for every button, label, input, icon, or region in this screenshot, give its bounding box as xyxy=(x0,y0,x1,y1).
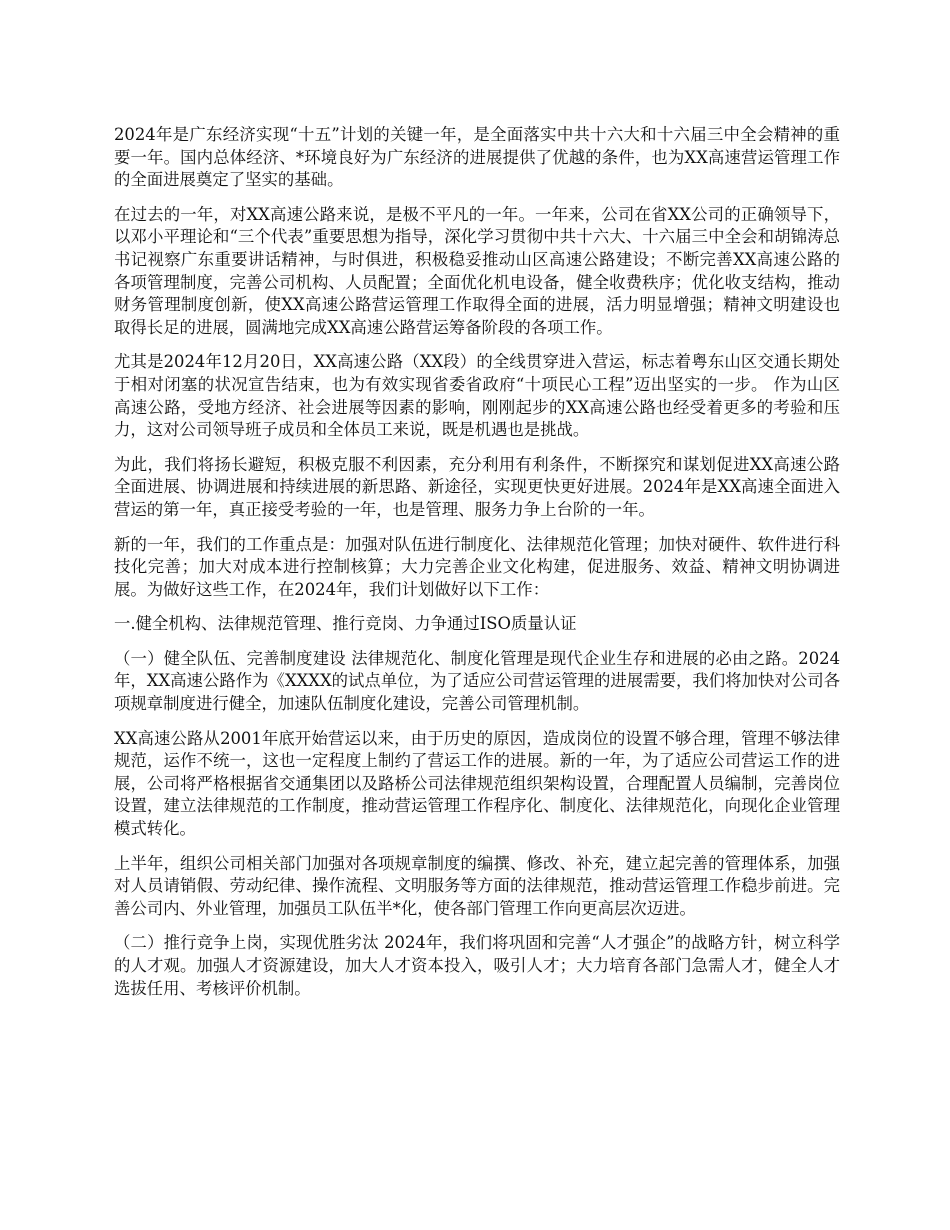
paragraph-key-tasks: 新的一年，我们的工作重点是：加强对队伍进行制度化、法律规范化管理；加快对硬件、软件进行科技化完善；加大对成本进行控制核算；大力完善企业文化构建，促进服务、效益、精神文明协调进展。为做好这些工作，在2024年，我们计划做好以下工作： xyxy=(114,534,840,599)
paragraph-past-year: 在过去的一年，对XX高速公路来说，是极不平凡的一年。一年来，公司在省XX公司的正确领导下，以邓小平理论和“三个代表”重要思想为指导，深化学习贯彻中共十六大、十六届三中全会和胡锦涛总书记视察广东重要讲话精神，与时俱进，积极稳妥推动山区高速公路建设；不断完善XX高速公路的各项管理制度，完善公司机构、人员配置；全面优化机电设备，健全收费秩序；优化收支结构，推动财务管理制度创新，使XX高速公路营运管理工作取得全面的进展，活力明显增强；精神文明建设也取得长足的进展，圆满地完成XX高速公路营运筹备阶段的各项工作。 xyxy=(114,204,840,337)
paragraph-intro: 2024年是广东经济实现“十五”计划的关键一年，是全面落实中共十六大和十六届三中全会精神的重要一年。国内总体经济、*环境良好为广东经济的进展提供了优越的条件，也为XX高速营运管理工作的全面进展奠定了坚实的基础。 xyxy=(114,125,840,190)
paragraph-subsection-2: （二）推行竞争上岗，实现优胜劣汰 2024年，我们将巩固和完善“人才强企”的战略方针，树立科学的人才观。加强人才资源建设，加大人才资本投入，吸引人才；大力培育各部门急需人才，健全人才选拔任用、考核评价机制。 xyxy=(114,933,840,998)
paragraph-subsection-1: （一）健全队伍、完善制度建设 法律规范化、制度化管理是现代企业生存和进展的必由之路。2024年，XX高速公路作为《XXXX的试点单位，为了适应公司营运管理的进展需要，我们将加快对公司各项规章制度进行健全，加速队伍制度化建设，完善公司管理机制。 xyxy=(114,648,840,714)
document-body xyxy=(114,124,840,1012)
paragraph-history: XX高速公路从2001年底开始营运以来，由于历史的原因，造成岗位的设置不够合理，管理不够法律规范，运作不统一，这也一定程度上制约了营运工作的进展。新的一年，为了适应公司营运工作的进展，公司将严格根据省交通集团以及路桥公司法律规范组织架构设置，合理配置人员编制，完善岗位设置，建立法律规范的工作制度，推动营运管理工作程序化、制度化、法律规范化，向现化企业管理模式转化。 xyxy=(114,728,840,839)
section-heading-1: 一.健全机构、法律规范管理、推行竞岗、力争通过ISO质量认证 xyxy=(114,614,577,634)
paragraph-opening: 尤其是2024年12月20日，XX高速公路（XX段）的全线贯穿进入营运，标志着粤东山区交通长期处于相对闭塞的状况宣告结束，也为有效实现省委省政府“十项民心工程”迈出坚实的一步。 作为山区高速公路，受地方经济、社会进展等因素的影响，刚刚起步的XX高速公路也经受着更多的考验和压力，这对公司领导班子成员和全体员工来说，既是机遇也是挑战。 xyxy=(114,352,840,440)
paragraph-first-half: 上半年，组织公司相关部门加强对各项规章制度的编撰、修改、补充，建立起完善的管理体系，加强对人员请销假、劳动纪律、操作流程、文明服务等方面的法律规范，推动营运管理工作稳步前进。完善公司内、外业管理，加强员工队伍半*化，使各部门管理工作向更高层次迈进。 xyxy=(114,853,840,918)
paragraph-strategy: 为此，我们将扬长避短，积极克服不利因素，充分利用有利条件，不断探究和谋划促进XX高速公路全面进展、协调进展和持续进展的新思路、新途径，实现更快更好进展。2024年是XX高速全面进入营运的第一年，真正接受考验的一年，也是管理、服务力争上台阶的一年。 xyxy=(114,454,840,519)
